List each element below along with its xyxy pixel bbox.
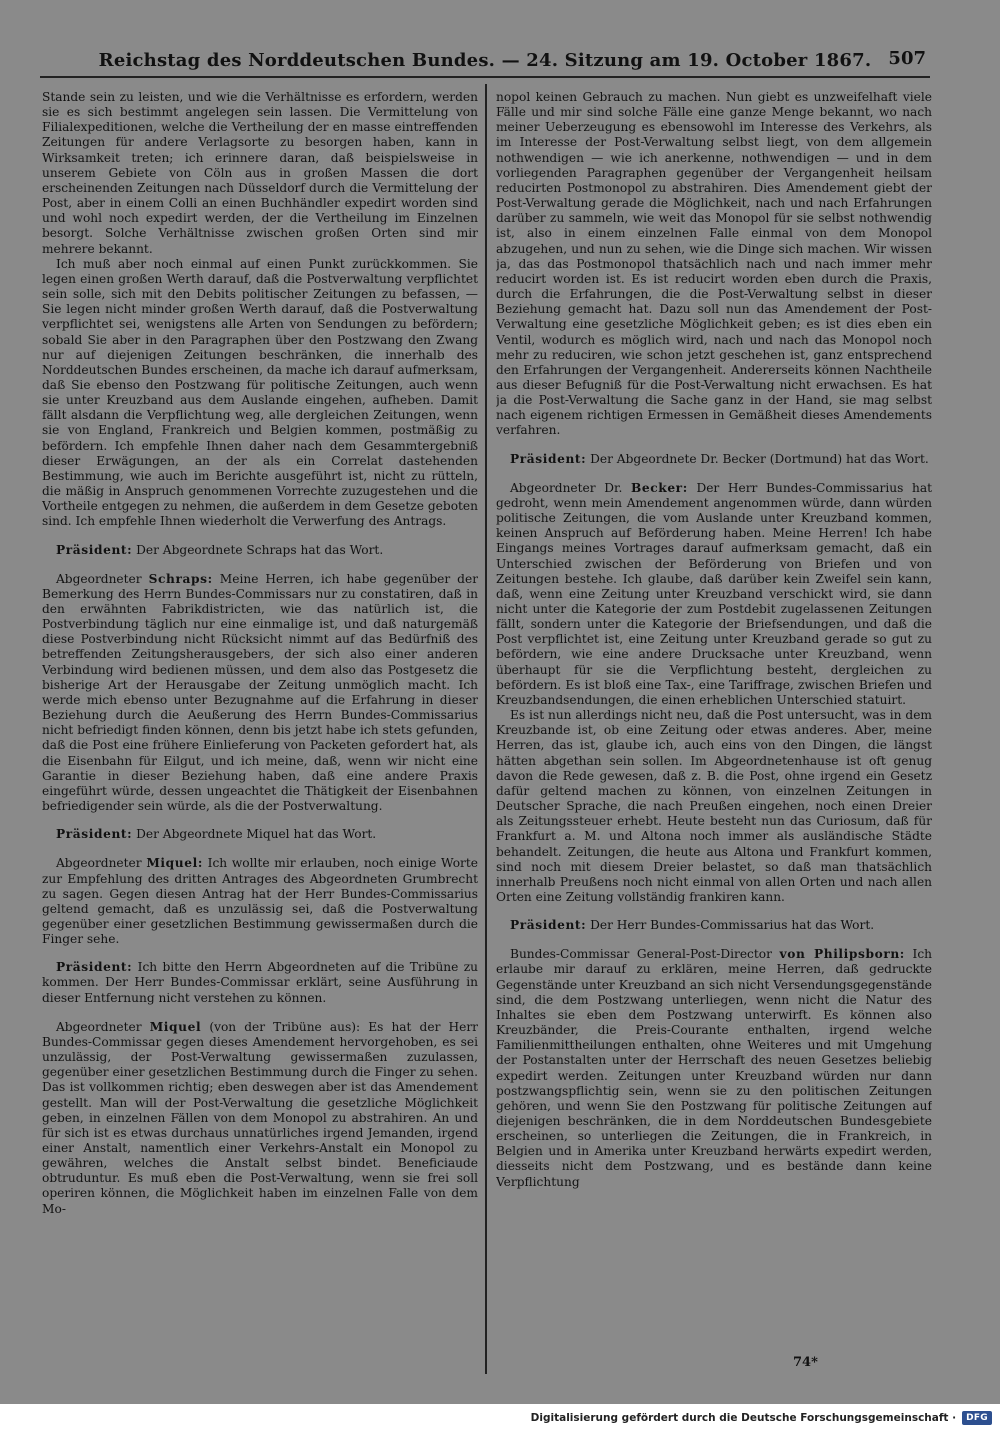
speaker-name: Schraps: — [148, 571, 213, 586]
paragraph-text: Der Herr Bundes-Commissarius hat das Wort. — [590, 918, 875, 933]
speech-paragraph — [496, 481, 932, 708]
speech-paragraph — [42, 856, 478, 947]
text-paragraph — [42, 257, 478, 530]
paragraph-text: Ich muß aber noch einmal auf einen Punkt zurückkommen. Sie legen einen großen Werth darauf, daß die Postverwaltung verpflichtet sein solle, sich mit den Debits politischer Zeitungen zu befassen, — Sie legen nicht minder großen Werth darauf, daß die Postverwaltung verpflichtet sei, wenigstens alle Arten von Sendungen zu befördern; sobald Sie aber in den Paragraphen über den Postzwang den Zwang nur auf diejenigen Zeitungen beschränken, die innerhalb des Norddeutschen Bundes erscheinen, da mache ich darauf aufmerksam, daß Sie ebenso den Postzwang für politische Zeitungen, auch wenn sie unter Kreuzband aus dem Auslande eingehen, aufheben. Damit fällt alsdann die Verpflichtung weg, alle dergleichen Zeitungen, wenn sie von England, Frankreich und Belgien kommen, postmäßig zu befördern. Ich empfehle Ihnen daher nach dem Gesammtergebniß dieser Erwägungen, an der als ein Correlat dastehenden Bestimmung, wie auch im Berichte ausgeführt ist, nicht zu rütteln, die mäßig in Anspruch genommenen Vorrechte zuzugestehen und die Vortheile entgegen zu nehmen, die außerdem in dem Gesetze geboten sind. Ich empfehle Ihnen wiederholt die Verwerfung des Antrags. — [42, 256, 478, 529]
dfg-logo-icon: DFG — [962, 1411, 992, 1425]
speech-paragraph — [42, 1020, 478, 1217]
signature-mark: 74* — [793, 1355, 818, 1370]
president-remark — [496, 918, 932, 933]
paragraph-text: Ich bitte den Herrn Abgeordneten auf die Tribüne zu kommen. Der Herr Bundes-Commissar erklärt, seine Ausführung in dieser Entfernung nicht verstehen zu können. — [42, 960, 478, 1005]
speech-paragraph — [42, 572, 478, 815]
speaker-label: Präsident: — [510, 451, 587, 466]
paragraph-text: Der Abgeordnete Dr. Becker (Dortmund) hat das Wort. — [590, 451, 929, 466]
speaker-label: Präsident: — [510, 918, 587, 933]
speaker-name: von Philipsborn: — [779, 947, 905, 962]
speaker-label: Präsident: — [56, 827, 133, 842]
paragraph-text: nopol keinen Gebrauch zu machen. Nun giebt es unzweifelhaft viele Fälle und mir sind solche Fälle eine ganze Menge bekannt, wo nach meiner Ueberzeugung es ebensowohl im Interesse des Verkehrs, als im Interesse der Post-Verwaltung selbst liegt, von dem allgemein nothwendigen — wie ich anerkenne, nothwendigen — und in dem vorliegenden Paragraphen gegenüber der Vergangenheit heilsam reducirten Postmonopol zu abstrahiren. Dies Amendement giebt der Post-Verwaltung gerade die Möglichkeit, nach und nach Erfahrungen darüber zu sammeln, wie weit das Monopol für sie selbst nothwendig ist, also in einem einzelnen Falle einmal von dem Monopol abzugehen, und nun zu sehen, wie die Dinge sich machen. Wir wissen ja, das das Postmonopol thatsächlich nach und nach immer mehr reducirt worden ist. Es ist reducirt worden eben durch die Praxis, durch die Erfahrungen, die die Post-Verwaltung selbst in dieser Beziehung gemacht hat. Dazu soll nun das Amendement der Post-Verwaltung eine gesetzliche Möglichkeit geben; es ist dies eben ein Ventil, wodurch es möglich wird, nach und nach das Monopol noch mehr zu reduciren, wie schon jetzt geschehen ist, ganz entsprechend den Erfahrungen der Vergangenheit. Andererseits können Nachtheile aus dieser Befugniß für die Post-Verwaltung nicht erwachsen. Es hat ja die Post-Verwaltung die Sache ganz in der Hand, sie mag selbst nach eigenem richtigen Ermessen in Gemäßheit dieses Amendements verfahren. — [496, 90, 932, 438]
footer — [531, 1408, 992, 1428]
paragraph-text: Meine Herren, ich habe gegenüber der Bemerkung des Herrn Bundes-Commissars nur zu constatiren, daß in den erwähnten Fabrikdistricten, wie das natürlich ist, die Postverbindung täglich nur eine einmalige ist, und daß naturgemäß diese Postverbindung nicht Rücksicht nimmt auf das Bedürfniß des betreffenden Zeitungsherausgebers, der sich also einer anderen Verbindung wird bedienen müssen, und dem also das Postgesetz die bisherige Art der Herausgabe der Zeitung unmöglich macht. Ich werde mich ebenso unter Bezugnahme auf die Erfahrung in dieser Beziehung durch die Aeußerung des Herrn Bundes-Commissarius nicht befriedigt finden können, denn bis jetzt habe ich stets gefunden, daß die Post eine frühere Einlieferung von Packeten gefordert hat, als die Eisenbahn für Eilgut, und ich meine, daß, wenn wir nicht eine Garantie in dieser Beziehung haben, daß eine andere Praxis eingeführt würde, dessen ungeachtet die Thätigkeit der Eisenbahnen befriedigender sein würde, als die der Postverwaltung. — [42, 571, 478, 814]
header-title: Reichstag des Norddeutschen Bundes. — 24. Sitzung am 19. October 1867. — [98, 49, 872, 71]
text-paragraph — [42, 90, 478, 257]
paragraph-text: Es ist nun allerdings nicht neu, daß die Post untersucht, was in dem Kreuzbande ist, ob eine Zeitung oder etwas anderes. Aber, meine Herren, das ist, glaube ich, auch eins von den Dingen, die längst hätten abgethan sein sollen. Im Abgeordnetenhause ist oft genug davon die Rede gewesen, daß z. B. die Post, ohne irgend ein Gesetz dafür geltend machen zu können, von einzelnen Zeitungen in Deutscher Sprache, die nach Preußen eingehen, noch einen Dreier als Zeitungssteuer erhebt. Heute besteht nun das Curiosum, daß für Frankfurt a. M. und Altona noch immer als ausländische Städte behandelt. Zeitungen, die heute aus Altona und Frankfurt kommen, sind noch mit diesem Dreier belastet, so daß man thatsächlich innerhalb Preußens noch nicht einmal von allen Orten und nach allen Orten eine Zeitung vollständig frankiren kann. — [496, 708, 932, 904]
text-paragraph — [496, 90, 932, 439]
speaker-name: Becker: — [631, 480, 688, 495]
paragraph-text: Ich erlaube mir darauf zu erklären, meine Herren, daß gedruckte Gegenstände unter Kreuzband an sich nicht Versendungsgegenstände sind, die dem Postzwang unterliegen, wenn nicht die Natur des Inhaltes sie eben dem Postzwang unterwirft. Es können also Kreuzbänder, die Preis-Courante enthalten, irgend welche Familienmittheilungen enthalten, ohne Weiteres und mit Umgehung der Postanstalten unter der Herrschaft des neuen Gesetzes beliebig expedirt werden. Zeitungen unter Kreuzband würden nur dann postzwangspflichtig sein, wenn sie zu den politischen Zeitungen gehören, und wenn Sie den Postzwang für politische Zeitungen auf diejenigen beschränken, die in dem Norddeutschen Bundesgebiete erscheinen, so unterliegen die Zeitungen, die in Frankreich, in Belgien und in Amerika unter Kreuzband herwärts expedirt werden, diesseits nicht dem Postzwang, und es bestände dann keine Verpflichtung — [496, 947, 932, 1189]
paragraph-text: Stande sein zu leisten, und wie die Verhältnisse es erfordern, werden sie es sich bestimmt angelegen sein lassen. Die Vermittelung von Filialexpeditionen, welche die Vertheilung der en masse eintreffenden Zeitungen für andere Verlagsorte zu besorgen haben, kann in Wirksamkeit treten; ich erinnere daran, daß beispielsweise in unserem Gebiete von Cöln aus in großen Massen die dort erscheinenden Zeitungen nach Düsseldorf durch die Vermittelung der Post, aber in einem Colli an einen Buchhändler expedirt worden sind und wohl noch expedirt werden, der die Vertheilung im Einzelnen besorgt. Solche Verhältnisse zwischen großen Orten sind mir mehrere bekannt. — [42, 90, 478, 256]
speaker-prefix: Abgeordneter Dr. — [510, 480, 623, 495]
president-remark — [42, 960, 478, 1005]
speaker-prefix: Abgeordneter — [56, 1019, 142, 1034]
paragraph-text: Der Herr Bundes-Commissarius hat gedroht, wenn mein Amendement angenommen würde, dann würden politische Zeitungen, die vom Auslande unter Kreuzband kommen, keinen Anspruch auf Beförderung haben. Meine Herren! Ich habe Eingangs meines Vortrages darauf aufmerksam gemacht, daß ein Unterschied zwischen der Beförderung von Briefen und von Zeitungen bestehe. Ich glaube, daß darüber kein Zweifel sein kann, daß, wenn eine Zeitung unter Kreuzband verschickt wird, sie dann nicht unter die Kategorie der zum Postdebit zugelassenen Zeitungen fällt, sondern unter die Kategorie der Briefsendungen, und daß die Post verpflichtet ist, eine Zeitung unter Kreuzband gerade so gut zu befördern, wie eine andere Drucksache unter Kreuzband, wenn überhaupt für sie die Verpflichtung besteht, dergleichen zu befördern. Es ist bloß eine Tax-, eine Tariffrage, zwischen Briefen und Kreuzbandsendungen, die einen erheblichen Unterschied statuirt. — [496, 480, 932, 707]
speaker-name: Miquel — [149, 1019, 202, 1034]
speaker-prefix: Abgeordneter — [56, 856, 142, 871]
right-column — [496, 90, 932, 1372]
speaker-name: Miquel: — [146, 856, 203, 871]
page-number: 507 — [888, 48, 926, 69]
column-divider — [485, 84, 487, 1374]
paragraph-text: Ich wollte mir erlauben, noch einige Worte zur Empfehlung des dritten Antrages des Abgeordneten Grumbrecht zu sagen. Gegen diesen Antrag hat der Herr Bundes-Commissarius geltend gemacht, daß es unzulässig sei, daß die Postverwaltung gegenüber einer gesetzlichen Bestimmung gewissermaßen durch die Finger sehe. — [42, 856, 478, 947]
text-paragraph — [496, 708, 932, 905]
paragraph-text: Der Abgeordnete Miquel hat das Wort. — [136, 827, 377, 842]
president-remark — [496, 452, 932, 467]
speaker-prefix: Abgeordneter — [56, 571, 142, 586]
paragraph-text: (von der Tribüne aus): Es hat der Herr Bundes-Commissar gegen dieses Amendement hervorgehoben, es sei unzulässig, der Post-Verwaltung gewissermaßen zuzulassen, gegenüber einer gesetzlichen Bestimmung durch die Finger zu sehen. Das ist vollkommen richtig; eben deswegen aber ist das Amendement gestellt. Man will der Post-Verwaltung die gesetzliche Möglichkeit geben, in einzelnen Fällen von dem Monopol zu abstrahiren. An und für sich ist es etwas durchaus unnatürliches irgend Jemanden, irgend einer Anstalt, namentlich einer Verkehrs-Anstalt ein Monopol zu gewähren, welches die Anstalt selbst bindet. Beneficiaude obtruduntur. Es muß eben die Post-Verwaltung, wenn sie frei soll operiren können, die Möglichkeit haben im einzelnen Falle von dem Mo- — [42, 1019, 478, 1216]
left-column — [42, 90, 478, 1372]
speaker-label: Präsident: — [56, 960, 133, 975]
president-remark — [42, 543, 478, 558]
paragraph-text: Der Abgeordnete Schraps hat das Wort. — [136, 542, 384, 557]
president-remark — [42, 827, 478, 842]
running-header — [40, 44, 930, 78]
footer-text: Digitalisierung gefördert durch die Deutsche Forschungsgemeinschaft · — [530, 1412, 957, 1424]
speaker-prefix: Bundes-Commissar General-Post-Director — [510, 947, 772, 962]
speaker-label: Präsident: — [56, 542, 133, 557]
speech-paragraph — [496, 947, 932, 1190]
